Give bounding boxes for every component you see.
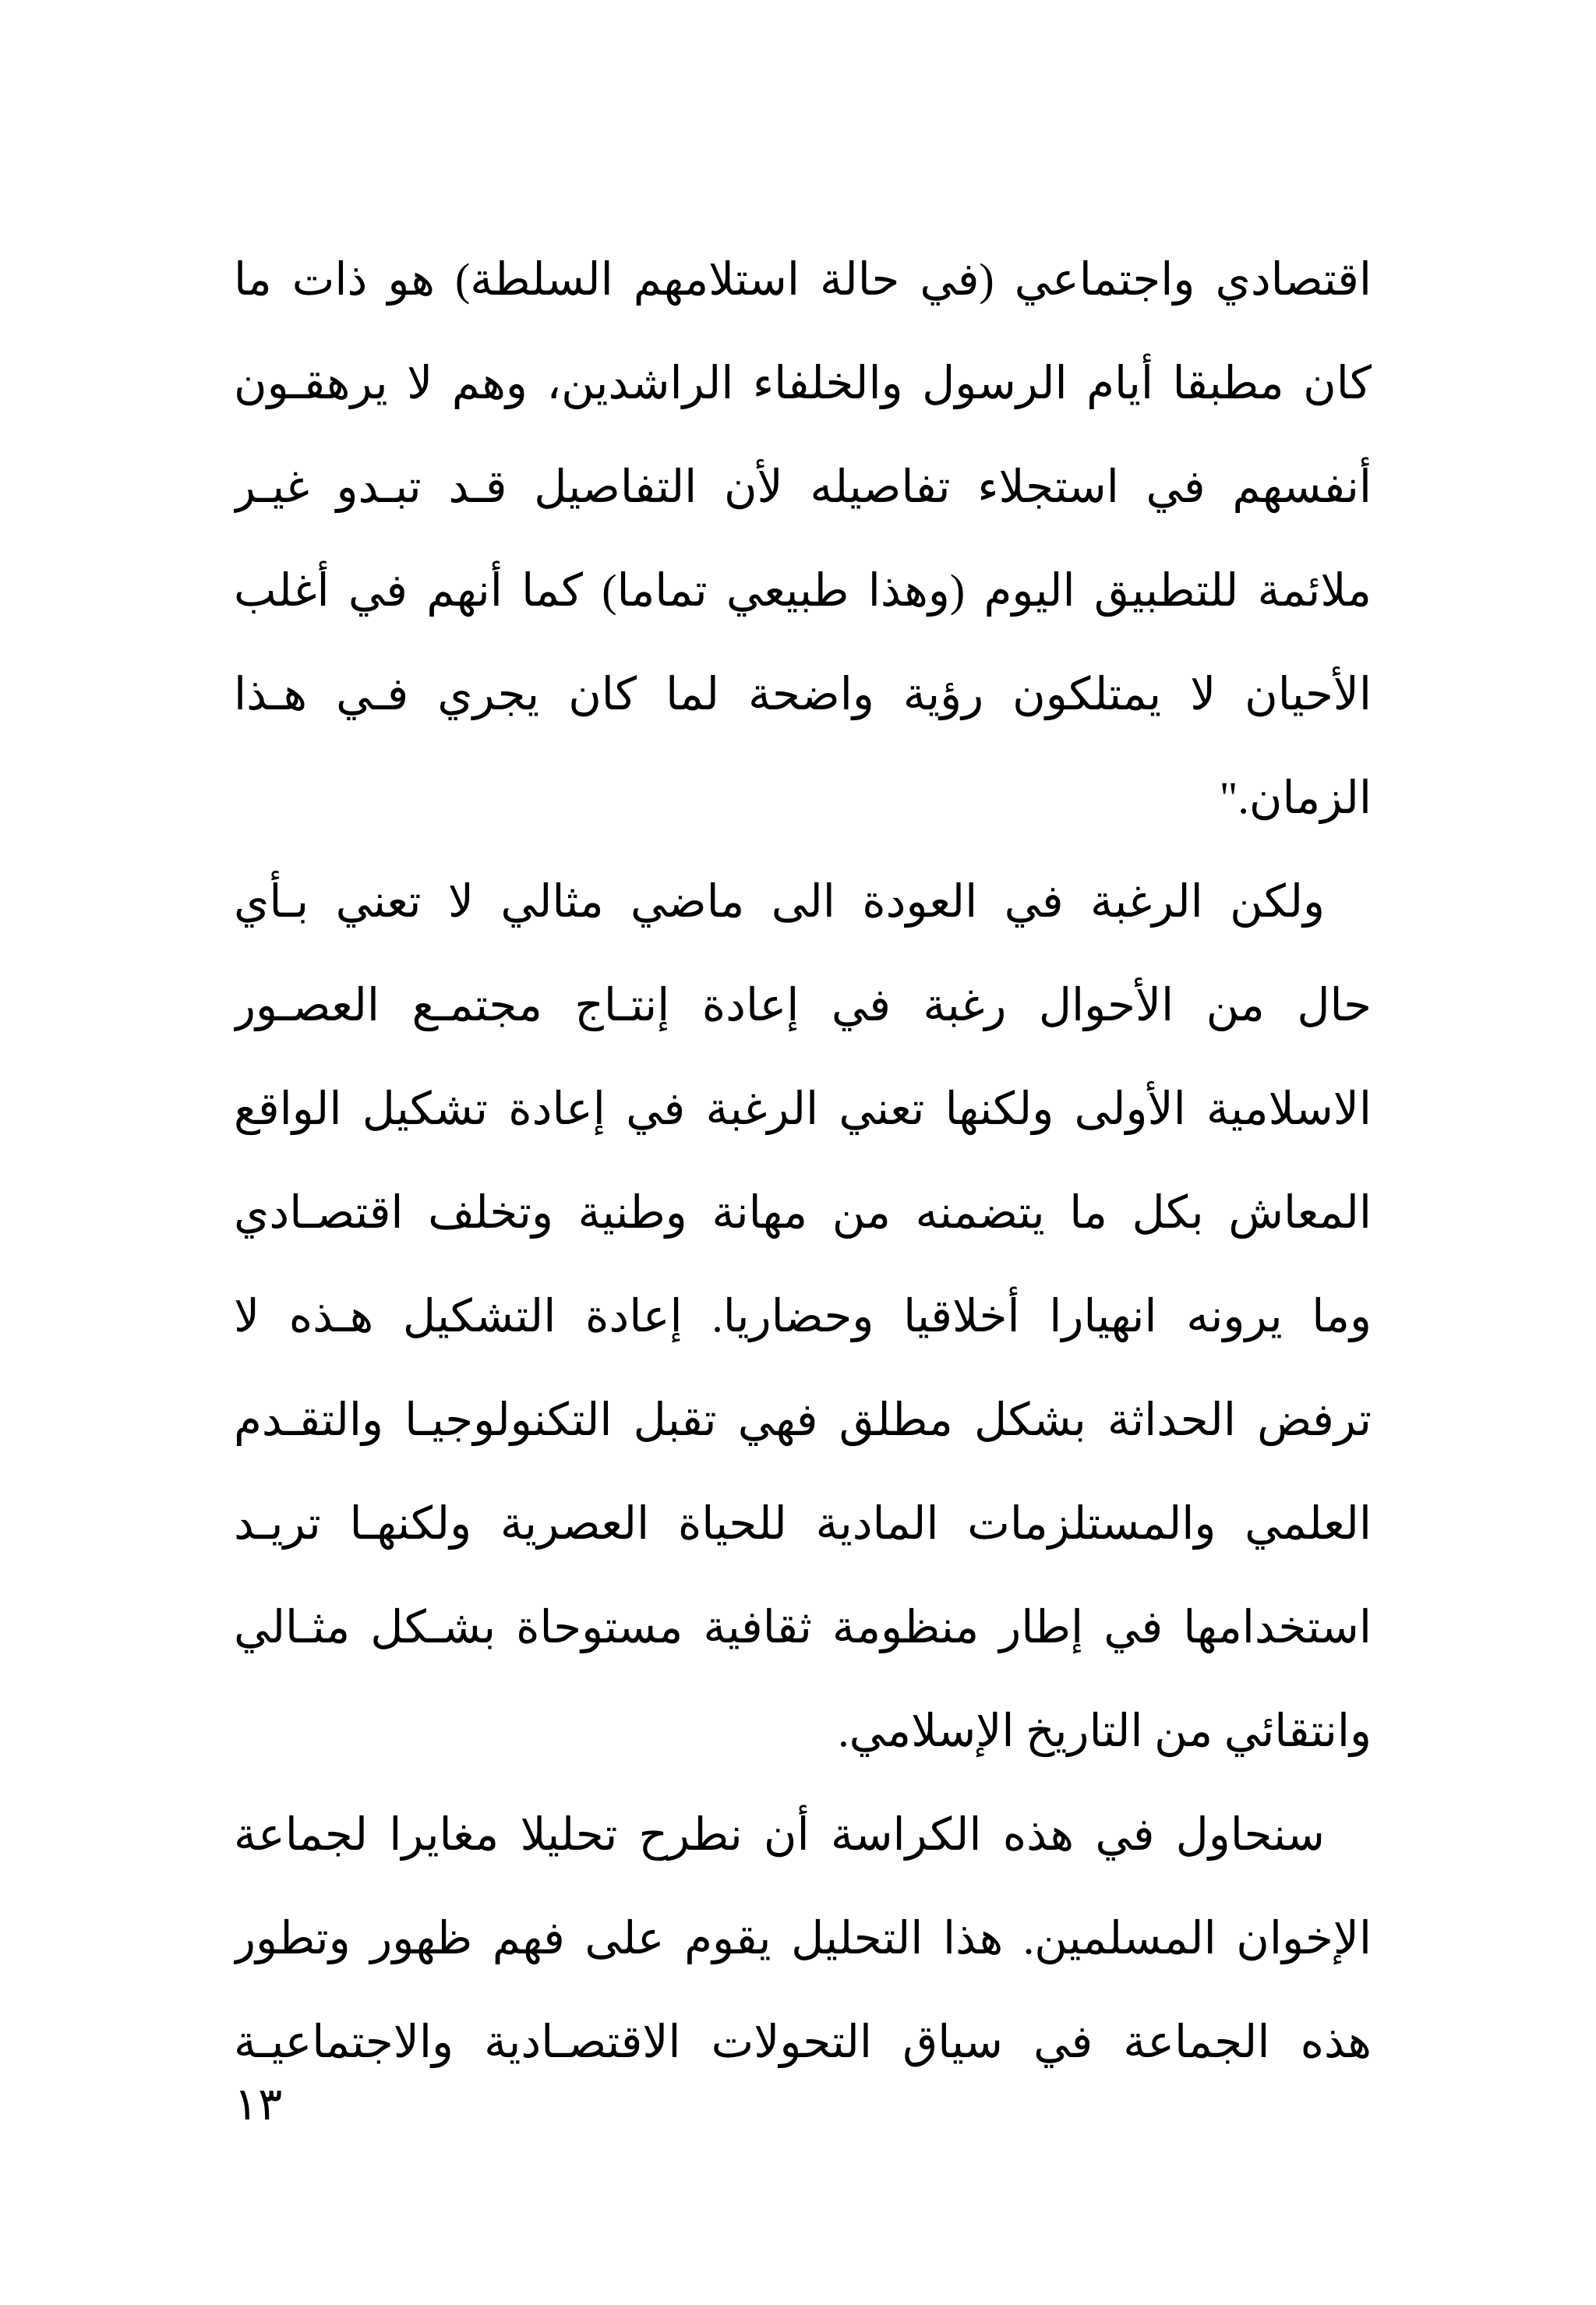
text-line: وانتقائي من التاريخ الإسلامي. (838, 1706, 1372, 1756)
text-line: حال من الأحوال رغبة في إعادة إنتـاج مجتمـع العصـور (234, 980, 1372, 1031)
text-line: ترفض الحداثة بشكل مطلق فهي تقبل التكنولوجيـا والتقـدم (234, 1395, 1372, 1445)
text-line: سنحاول في هذه الكراسة أن نطرح تحليلا مغايرا لجماعة (234, 1809, 1325, 1860)
text-line: الاسلامية الأولى ولكنها تعني الرغبة في إعادة تشكيل الواقع (234, 1084, 1372, 1134)
text-line: ولكن الرغبة في العودة الى ماضي مثالي لا تعني بـأي (234, 876, 1325, 927)
text-line: ملائمة للتطبيق اليوم (وهذا طبيعي تماما) كما أنهم في أغلب (234, 565, 1372, 616)
text-line: كان مطبقا أيام الرسول والخلفاء الراشدين، وهم لا يرهقـون (234, 358, 1372, 408)
text-line: الزمان." (1219, 772, 1372, 823)
text-line: العلمي والمستلزمات المادية للحياة العصرية ولكنهـا تريـد (234, 1498, 1372, 1549)
text-line: وما يرونه انهيارا أخلاقيا وحضاريا. إعادة التشكيل هـذه لا (234, 1291, 1372, 1342)
text-line: استخدامها في إطار منظومة ثقافية مستوحاة بشـكل مثـالي (234, 1602, 1372, 1653)
text-line: الأحيان لا يمتلكون رؤية واضحة لما كان يجري فـي هـذا (234, 669, 1372, 719)
text-line: هذه الجماعة في سياق التحولات الاقتصـادية والاجتماعيـة (234, 2017, 1372, 2067)
text-line: أنفسهم في استجلاء تفاصيله لأن التفاصيل قـد تبـدو غيـر (234, 461, 1372, 512)
text-line: اقتصادي واجتماعي (في حالة استلامهم السلطة) هو ذات ما (234, 254, 1372, 305)
text-line: المعاش بكل ما يتضمنه من مهانة وطنية وتخلف اقتصـادي (234, 1187, 1372, 1238)
page-number: ١٣ (234, 2079, 283, 2130)
text-line: الإخوان المسلمين. هذا التحليل يقوم على فهم ظهور وتطور (234, 1913, 1372, 1964)
body-text (234, 228, 1372, 2094)
